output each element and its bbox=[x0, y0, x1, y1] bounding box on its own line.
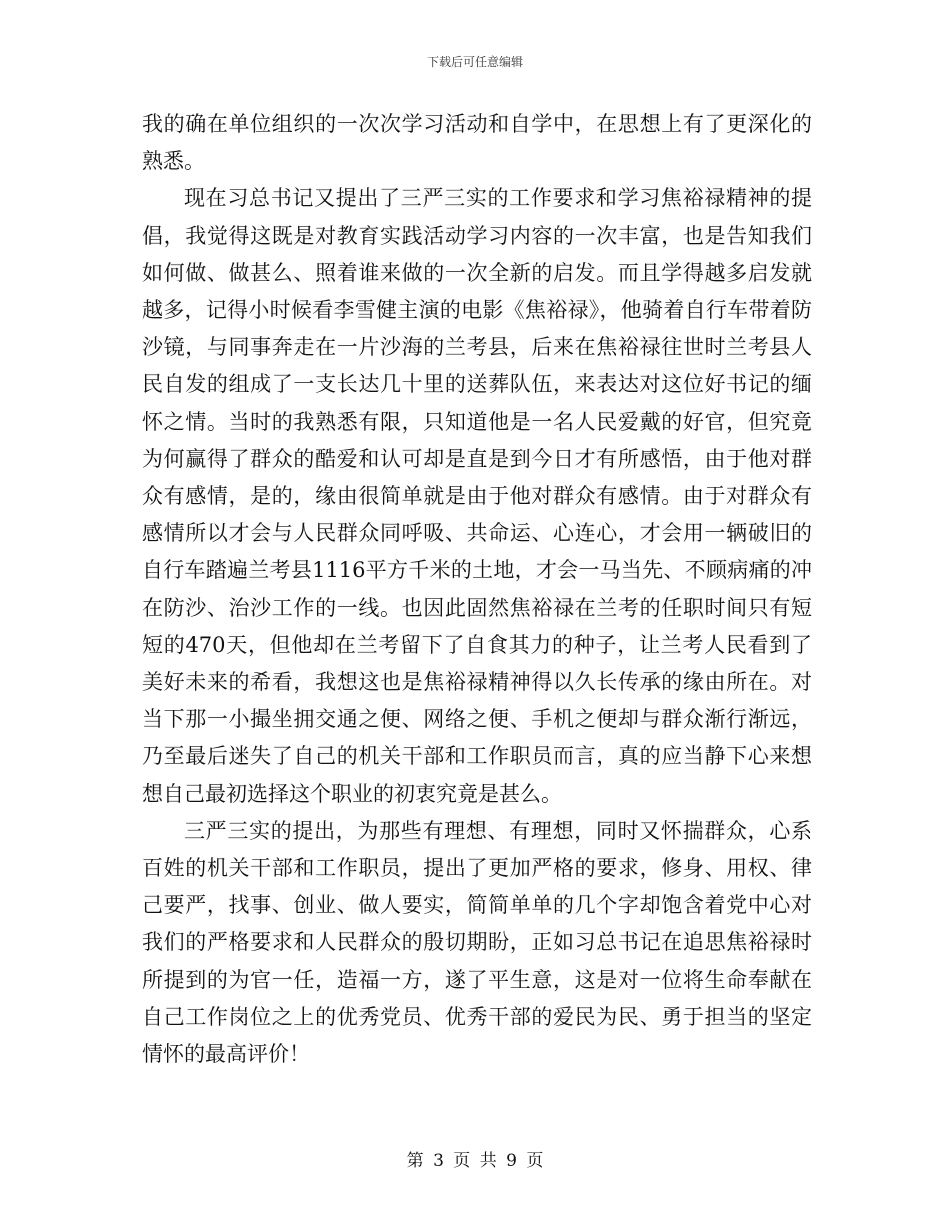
paragraph-continuation: 我的确在单位组织的一次次学习活动和自学中，在思想上有了更深化的熟悉。 bbox=[142, 112, 812, 174]
page-footer: 第 3 页 共 9 页 bbox=[406, 1151, 544, 1171]
paragraph-jiao-yulu: 现在习总书记又提出了三严三实的工作要求和学习焦裕禄精神的提倡，我觉得这既是对教育实践活动学习内容的一次丰富，也是告知我们如何做、做甚么、照着谁来做的一次全新的启发。而且学得越多启发就越多，记得小时候看李雪健主演的电影《焦裕禄》，他骑着自行车带着防沙镜，与同事奔走在一片沙海的兰考县，后来在焦裕禄往世时兰考县人民自发的组成了一支长达几十里的送葬队伍，来表达对这位好书记的缅怀之情。当时的我熟悉有限，只知道他是一名人民爱戴的好官，但究竟为何赢得了群众的酷爱和认可却是直是到今日才有所感悟，由于他对群众有感情，是的，缘由很简单就是由于他对群众有感情。由于对群众有感情所以才会与人民群众同呼吸、共命运、心连心，才会用一辆破旧的自行车踏遍兰考县1116平方千米的土地，才会一马当先、不顾病痛的冲在防沙、治沙工作的一线。也因此固然焦裕禄在兰考的任职时间只有短短的470天，但他却在兰考留下了自食其力的种子，让兰考人民看到了美好未来的希看，我想这也是焦裕禄精神得以久长传承的缘由所在。对当下那一小撮坐拥交通之便、网络之便、手机之便却与群众渐行渐远，乃至最后迷失了自己的机关干部和工作职员而言，真的应当静下心来想想自己最初选择这个职业的初衷究竟是甚么。 bbox=[142, 186, 812, 806]
paragraph-three-stricts: 三严三实的提出，为那些有理想、有理想，同时又怀揣群众，心系百姓的机关干部和工作职员，提出了更加严格的要求，修身、用权、律己要严，找事、创业、做人要实，简简单单的几个字却饱含着党中心对我们的严格要求和人民群众的殷切期盼，正如习总书记在追思焦裕禄时所提到的为官一任，造福一方，遂了平生意，这是对一位将生命奉献在自己工作岗位之上的优秀党员、优秀干部的爱民为民、勇于担当的坚定情怀的最高评价！ bbox=[142, 818, 812, 1067]
document-body bbox=[142, 106, 812, 1073]
page-header: 下载后可任意编辑 bbox=[426, 55, 523, 69]
